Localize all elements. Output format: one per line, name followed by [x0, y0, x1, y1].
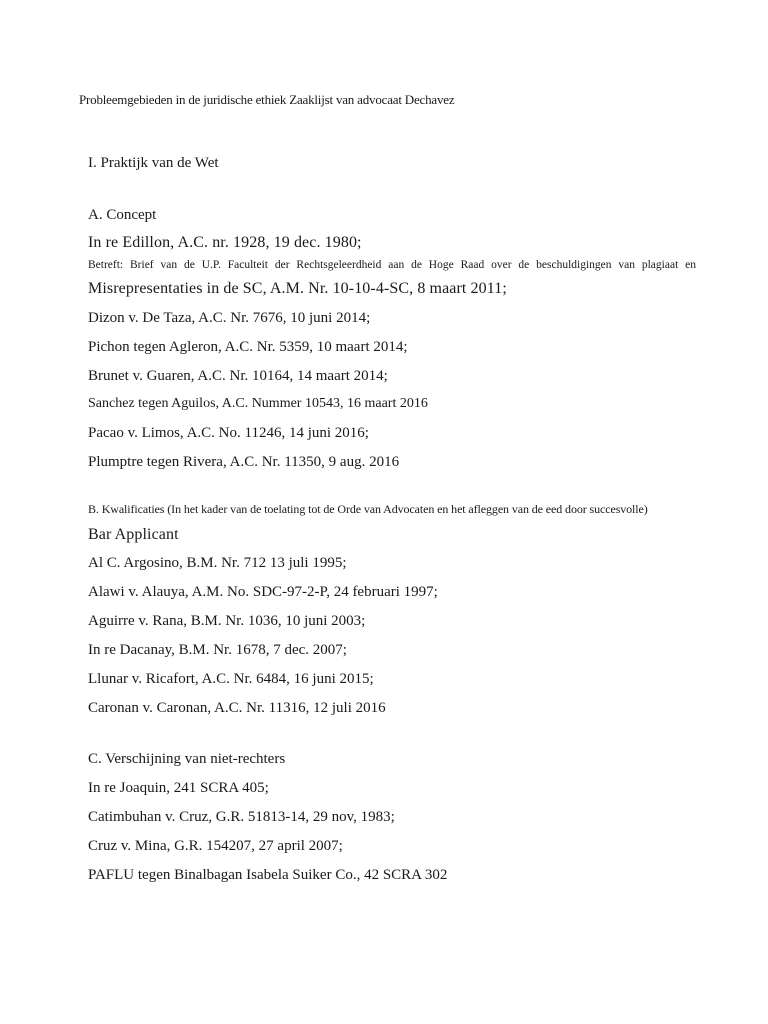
case-entry: Llunar v. Ricafort, A.C. Nr. 6484, 16 juni 2015;	[88, 671, 374, 687]
case-entry: Misrepresentaties in de SC, A.M. Nr. 10-10-4-SC, 8 maart 2011;	[88, 280, 507, 297]
case-entry: Al C. Argosino, B.M. Nr. 712 13 juli 1995;	[88, 555, 347, 571]
document-body	[88, 153, 696, 885]
case-entry: Dizon v. De Taza, A.C. Nr. 7676, 10 juni 2014;	[88, 310, 371, 326]
case-entry: Pacao v. Limos, A.C. No. 11246, 14 juni 2016;	[88, 425, 369, 441]
case-entry: In re Dacanay, B.M. Nr. 1678, 7 dec. 2007;	[88, 642, 347, 658]
case-entry: Brunet v. Guaren, A.C. Nr. 10164, 14 maart 2014;	[88, 368, 388, 384]
case-entry: Cruz v. Mina, G.R. 154207, 27 april 2007;	[88, 838, 343, 854]
case-entry: Alawi v. Alauya, A.M. No. SDC-97-2-P, 24 februari 1997;	[88, 584, 438, 600]
document-title: Probleemgebieden in de juridische ethiek Zaaklijst van advocaat Dechavez	[79, 92, 455, 107]
case-entry: Pichon tegen Agleron, A.C. Nr. 5359, 10 maart 2014;	[88, 339, 408, 355]
section-b-heading: B. Kwalificaties (In het kader van de toelating tot de Orde van Advocaten en het afleggen van de eed door succesvolle)	[88, 502, 648, 516]
case-entry: Bar Applicant	[88, 526, 179, 543]
section-a-heading: A. Concept	[88, 207, 157, 223]
case-entry: PAFLU tegen Binalbagan Isabela Suiker Co., 42 SCRA 302	[88, 867, 448, 883]
case-entry: Aguirre v. Rana, B.M. Nr. 1036, 10 juni 2003;	[88, 613, 366, 629]
section-c-heading: C. Verschijning van niet-rechters	[88, 751, 286, 767]
case-entry: Catimbuhan v. Cruz, G.R. 51813-14, 29 nov, 1983;	[88, 809, 395, 825]
case-entry: Caronan v. Caronan, A.C. Nr. 11316, 12 juli 2016	[88, 700, 386, 716]
case-note: Betreft: Brief van de U.P. Faculteit der Rechtsgeleerdheid aan de Hoge Raad over de beschuldigingen van plagiaat en	[88, 259, 696, 271]
case-entry: Plumptre tegen Rivera, A.C. Nr. 11350, 9 aug. 2016	[88, 454, 400, 470]
part-heading: I. Praktijk van de Wet	[88, 155, 219, 171]
case-entry: Sanchez tegen Aguilos, A.C. Nummer 10543, 16 maart 2016	[88, 396, 428, 411]
case-entry: In re Joaquin, 241 SCRA 405;	[88, 780, 269, 796]
case-entry: In re Edillon, A.C. nr. 1928, 19 dec. 1980;	[88, 234, 362, 251]
